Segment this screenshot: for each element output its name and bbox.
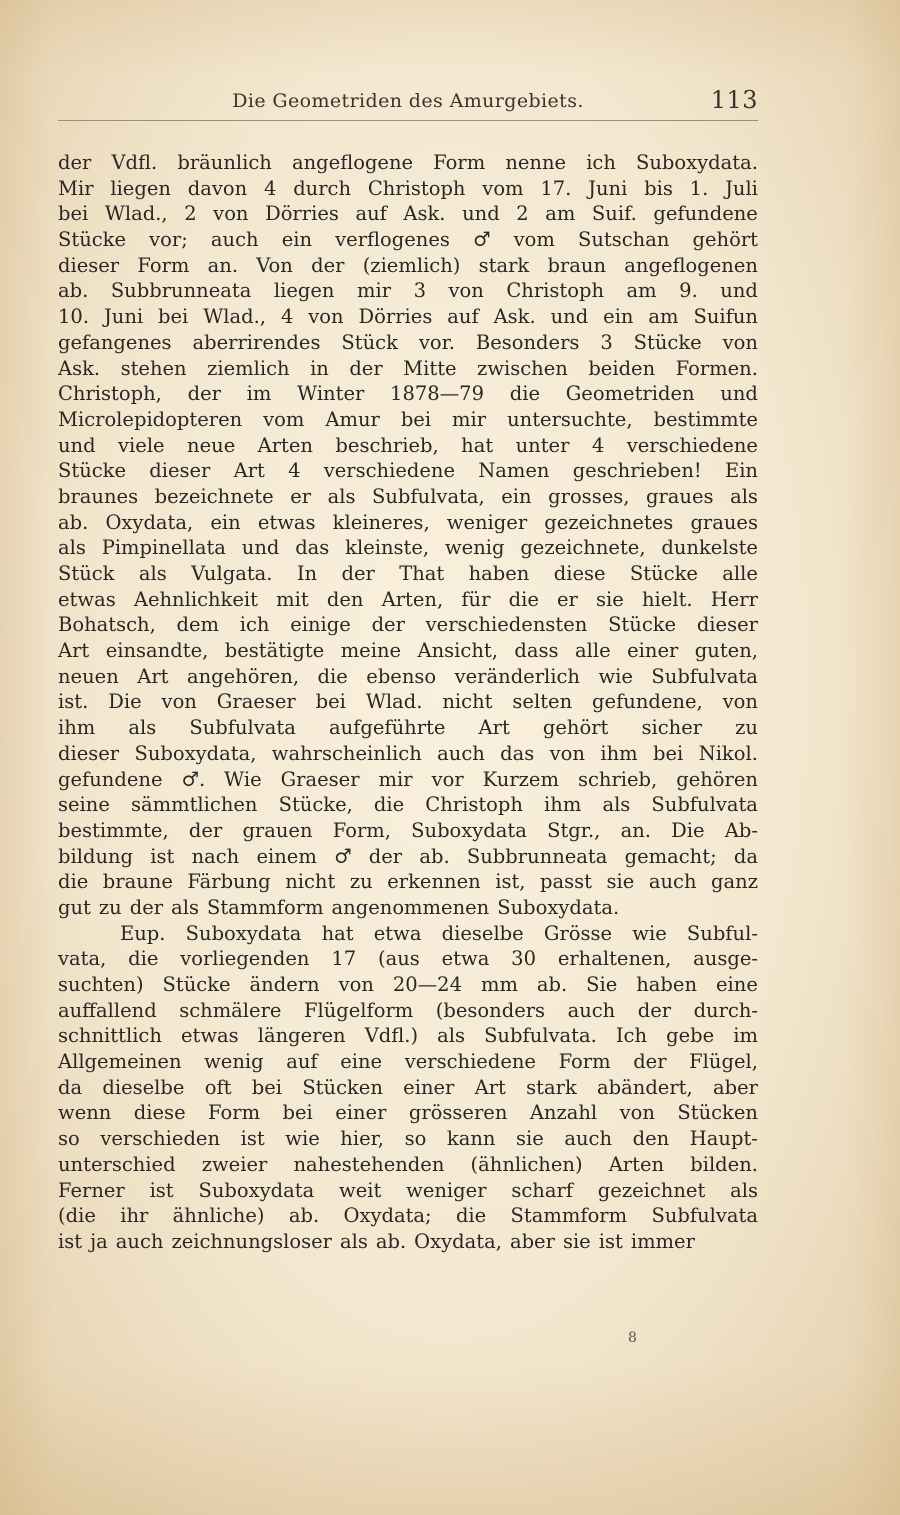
text-line: vata, die vorliegenden 17 (aus etwa 30 erhaltenen, ausge- [58, 947, 758, 971]
text-line: und viele neue Arten beschrieb, hat unter 4 verschiedene [58, 433, 758, 457]
text-line: neuen Art angehören, die ebenso veränderlich wie Subfulvata [58, 664, 758, 688]
text-line: gut zu der als Stammform angenommenen Suboxydata. [58, 895, 620, 919]
text-line: Christoph, der im Winter 1878—79 die Geometriden und [58, 382, 758, 406]
page-number: 113 [710, 86, 758, 114]
text-line: wenn diese Form bei einer grösseren Anzahl von Stücken [58, 1101, 758, 1125]
text-line: die braune Färbung nicht zu erkennen ist, passt sie auch ganz [58, 870, 758, 894]
text-line: bildung ist nach einem ♂ der ab. Subbrunneata gemacht; da [58, 844, 758, 868]
text-line: ist. Die von Graeser bei Wlad. nicht selten gefundene, von [58, 690, 758, 714]
text-line: braunes bezeichnete er als Subfulvata, ein grosses, graues als [58, 484, 758, 508]
text-line: dieser Form an. Von der (ziemlich) stark braun angeflogenen [58, 253, 758, 277]
header-rule [58, 120, 758, 121]
text-line: dieser Suboxydata, wahrscheinlich auch das von ihm bei Nikol. [58, 741, 758, 765]
text-line: Bohatsch, dem ich einige der verschiedensten Stücke dieser [58, 613, 758, 637]
text-line: gefundene ♂. Wie Graeser mir vor Kurzem schrieb, gehören [58, 767, 758, 791]
text-line: ab. Subbrunneata liegen mir 3 von Christoph am 9. und [58, 279, 758, 303]
text-line: ihm als Subfulvata aufgeführte Art gehört sicher zu [58, 716, 758, 740]
text-line: Art einsandte, bestätigte meine Ansicht, dass alle einer guten, [58, 639, 758, 663]
text-line: Stück als Vulgata. In der That haben diese Stücke alle [58, 562, 758, 585]
signature-mark: 8 [628, 1330, 637, 1346]
text-line: Stücke dieser Art 4 verschiedene Namen geschrieben! Ein [58, 459, 758, 483]
text-line: der Vdfl. bräunlich angeflogene Form nenne ich Suboxydata. [58, 151, 758, 174]
text-line: auffallend schmälere Flügelform (besonders auch der durch- [58, 998, 758, 1022]
text-line: schnittlich etwas längeren Vdfl.) als Subfulvata. Ich gebe im [58, 1024, 758, 1048]
text-line: Microlepidopteren vom Amur bei mir untersuchte, bestimmte [58, 407, 758, 431]
text-line: Mir liegen davon 4 durch Christoph vom 17. Juni bis 1. Juli [58, 176, 758, 200]
text-line: Ferner ist Suboxydata weit weniger scharf gezeichnet als [58, 1178, 758, 1202]
text-line: (die ihr ähnliche) ab. Oxydata; die Stammform Subfulvata [58, 1204, 758, 1228]
text-line: Allgemeinen wenig auf eine verschiedene Form der Flügel, [58, 1050, 758, 1074]
text-line: seine sämmtlichen Stücke, die Christoph ihm als Subfulvata [58, 793, 758, 817]
body-text [58, 150, 758, 1255]
text-line: unterschied zweier nahestehenden (ähnlichen) Arten bilden. [58, 1152, 758, 1176]
text-line: 10. Juni bei Wlad., 4 von Dörries auf Ask. und ein am Suifun [58, 305, 758, 329]
text-line: Ask. stehen ziemlich in der Mitte zwischen beiden Formen. [58, 356, 758, 380]
text-line: so verschieden ist wie hier, so kann sie auch den Haupt- [58, 1127, 758, 1151]
running-head [58, 86, 758, 116]
text-line: Stücke vor; auch ein verflogenes ♂ vom Sutschan gehört [58, 228, 758, 252]
text-line: ab. Oxydata, ein etwas kleineres, weniger gezeichnetes graues [58, 510, 758, 534]
text-line: bei Wlad., 2 von Dörries auf Ask. und 2 am Suif. gefundene [58, 202, 758, 226]
text-line: ist ja auch zeichnungsloser als ab. Oxydata, aber sie ist immer [58, 1229, 695, 1253]
text-line: da dieselbe oft bei Stücken einer Art stark abändert, aber [58, 1075, 758, 1099]
running-title: Die Geometriden des Amurgebiets. [232, 90, 584, 112]
text-line: bestimmte, der grauen Form, Suboxydata Stgr., an. Die Ab- [58, 818, 758, 842]
text-line: als Pimpinellata und das kleinste, wenig gezeichnete, dunkelste [58, 536, 758, 560]
text-line: etwas Aehnlichkeit mit den Arten, für die er sie hielt. Herr [58, 587, 758, 611]
text-line: suchten) Stücke ändern von 20—24 mm ab. Sie haben eine [58, 973, 758, 996]
text-line: gefangenes aberrirendes Stück vor. Besonders 3 Stücke von [58, 330, 758, 354]
text-line: Eup. Suboxydata hat etwa dieselbe Grösse wie Subful- [120, 921, 758, 945]
